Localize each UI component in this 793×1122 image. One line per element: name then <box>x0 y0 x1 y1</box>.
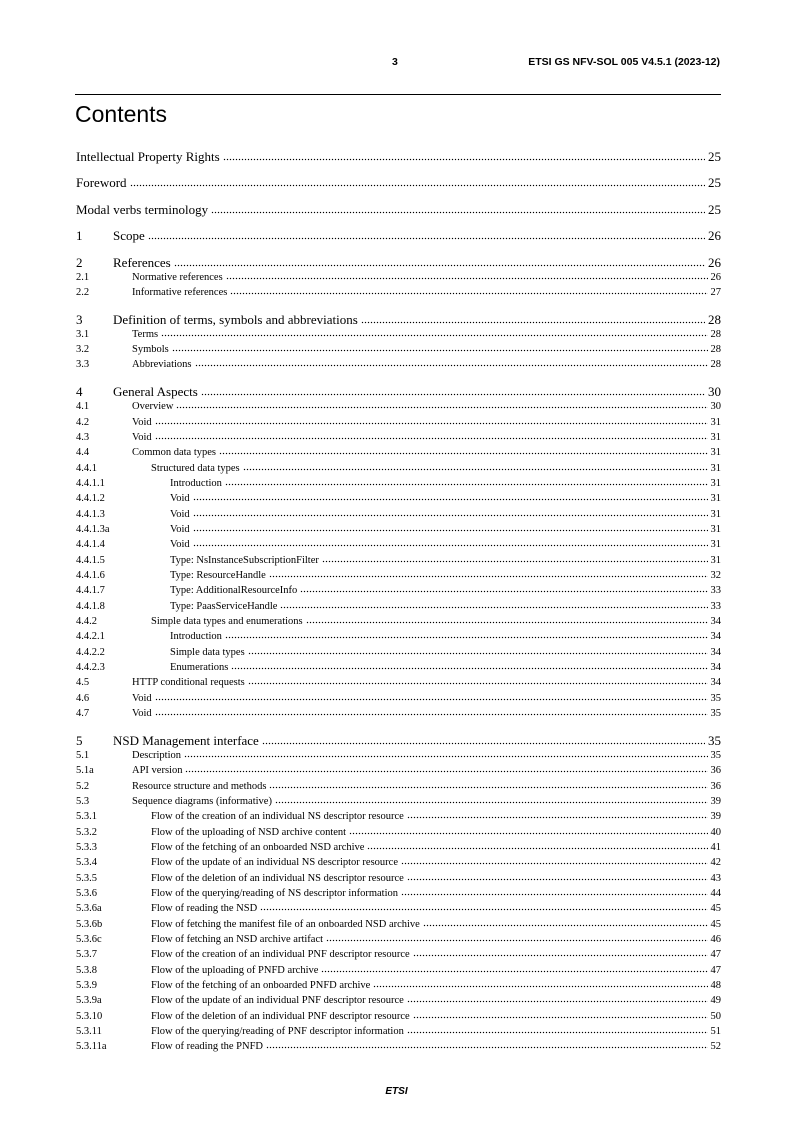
toc-entry-page: 27 <box>710 286 721 298</box>
document-id: ETSI GS NFV-SOL 005 V4.5.1 (2023-12) <box>528 56 720 68</box>
toc-entry-title: Sequence diagrams (informative) <box>132 795 272 807</box>
toc-entry-number: 5 <box>76 732 83 748</box>
dot-leader <box>401 862 708 865</box>
toc-entry-number: 4.4.1.3 <box>76 508 105 520</box>
toc-entry-number: 5.3.9a <box>76 995 102 1007</box>
toc-entry-page: 25 <box>708 148 721 164</box>
toc-entry-number: 2.1 <box>76 271 90 283</box>
dot-leader <box>413 954 708 957</box>
toc-entry-title: Abbreviations <box>132 359 192 371</box>
toc-entry[interactable] <box>76 202 721 217</box>
toc-entry[interactable] <box>76 415 721 430</box>
toc-entry-page: 45 <box>710 918 721 930</box>
toc-entry-title: Flow of reading the PNFD <box>151 1041 263 1053</box>
footer-etsi: ETSI <box>385 1086 408 1097</box>
toc-entry-page: 28 <box>710 344 721 356</box>
dot-leader <box>223 158 705 161</box>
dot-leader <box>373 985 707 988</box>
toc-entry-number: 4.7 <box>76 708 90 720</box>
toc-entry-page: 34 <box>710 662 721 674</box>
dot-leader <box>226 277 708 280</box>
toc-entry-title: Normative references <box>132 271 223 283</box>
toc-entry-title: Structured data types <box>151 462 240 474</box>
toc-entry[interactable] <box>76 568 721 583</box>
toc-entry-title: Description <box>132 749 181 761</box>
toc-entry[interactable] <box>76 794 721 809</box>
toc-entry-page: 42 <box>710 857 721 869</box>
toc-entry[interactable] <box>76 840 721 855</box>
toc-entry-title: Definition of terms, symbols and abbreviations <box>113 311 358 327</box>
toc-entry-number: 5.3.6 <box>76 888 97 900</box>
toc-entry-title: Flow of reading the NSD <box>151 903 258 915</box>
toc-entry[interactable] <box>76 327 721 342</box>
toc-entry-page: 35 <box>708 732 721 748</box>
toc-entry-page: 30 <box>708 384 721 400</box>
toc-entry-title: Void <box>170 493 190 505</box>
toc-entry-page: 28 <box>708 311 721 327</box>
toc-entry-page: 43 <box>710 872 721 884</box>
toc-entry-title: Introduction <box>170 477 222 489</box>
toc-entry-number: 5.3.7 <box>76 949 97 961</box>
toc-entry[interactable] <box>76 629 721 644</box>
toc-entry[interactable] <box>76 228 721 243</box>
toc-entry[interactable] <box>76 507 721 522</box>
toc-entry-number: 4.4.2.2 <box>76 646 105 658</box>
toc-entry-page: 35 <box>710 692 721 704</box>
toc-entry-number: 3.2 <box>76 344 90 356</box>
toc-entry-title: Terms <box>132 328 159 340</box>
toc-entry-number: 5.1 <box>76 749 90 761</box>
dot-leader <box>266 1046 708 1049</box>
toc-entry-title: Simple data types and enumerations <box>151 616 303 628</box>
toc-entry[interactable] <box>76 342 721 357</box>
toc-entry-number: 4.4 <box>76 447 90 459</box>
toc-entry-page: 26 <box>708 228 721 243</box>
toc-entry-title: References <box>113 254 171 270</box>
toc-entry-number: 4.4.2 <box>76 616 97 628</box>
toc-entry-title: Resource structure and methods <box>132 780 267 792</box>
toc-entry-number: 5.3.10 <box>76 1010 103 1022</box>
toc-entry[interactable] <box>76 175 721 190</box>
toc-entry[interactable] <box>76 645 721 660</box>
toc-entry-title: Flow of the update of an individual NS descriptor resource <box>151 857 398 869</box>
header-rule <box>75 94 721 95</box>
toc-entry[interactable] <box>76 748 721 763</box>
toc-entry[interactable] <box>76 855 721 870</box>
toc-entry-number: 4.4.1 <box>76 462 97 474</box>
toc-entry-title: Flow of the creation of an individual PNF descriptor resource <box>151 949 410 961</box>
toc-entry-title: Flow of the querying/reading of NS descriptor information <box>151 888 398 900</box>
toc-entry-page: 39 <box>710 795 721 807</box>
toc-entry-number: 1 <box>76 228 83 243</box>
toc-entry-title: Modal verbs terminology <box>76 201 209 217</box>
dot-leader <box>201 393 705 396</box>
toc-entry[interactable] <box>76 691 721 706</box>
toc-entry-title: Type: NsInstanceSubscriptionFilter <box>170 554 319 566</box>
toc-entry[interactable] <box>76 825 721 840</box>
dot-leader <box>300 590 707 593</box>
toc-entry[interactable] <box>76 978 721 993</box>
dot-leader <box>161 334 707 337</box>
toc-entry-page: 36 <box>710 765 721 777</box>
toc-entry-title: Foreword <box>76 175 127 190</box>
toc-entry-title: Type: AdditionalResourceInfo <box>170 585 298 597</box>
toc-entry[interactable] <box>76 553 721 568</box>
toc-entry[interactable] <box>76 660 721 675</box>
toc-entry[interactable] <box>76 733 721 748</box>
toc-entry-title: Scope <box>113 228 145 243</box>
toc-entry[interactable] <box>76 430 721 445</box>
toc-entry-title: Flow of the uploading of NSD archive content <box>151 826 347 838</box>
toc-entry-page: 30 <box>710 401 721 413</box>
dot-leader <box>260 908 707 911</box>
toc-entry-number: 4.4.2.1 <box>76 631 105 643</box>
toc-entry[interactable] <box>76 255 721 270</box>
dot-leader <box>367 847 707 850</box>
toc-entry-number: 2 <box>76 254 83 270</box>
dot-leader <box>248 652 708 655</box>
toc-entry-page: 49 <box>710 995 721 1007</box>
toc-entry[interactable] <box>76 149 721 164</box>
toc-entry-number: 4.6 <box>76 692 90 704</box>
toc-entry-page: 31 <box>710 477 721 489</box>
toc-entry-page: 26 <box>710 271 721 283</box>
toc-entry-title: Flow of fetching an NSD archive artifact <box>151 934 324 946</box>
toc-entry-title: Void <box>170 508 190 520</box>
toc-entry-page: 28 <box>710 359 721 371</box>
dot-leader <box>155 437 708 440</box>
toc-entry-title: HTTP conditional requests <box>132 677 245 689</box>
toc-entry-page: 34 <box>710 631 721 643</box>
toc-entry-page: 32 <box>710 570 721 581</box>
toc-entry-page: 50 <box>710 1010 721 1022</box>
dot-leader <box>176 406 707 409</box>
toc-entry-page: 47 <box>710 949 721 961</box>
toc-entry-page: 48 <box>710 980 721 992</box>
dot-leader <box>193 529 708 532</box>
toc-entry[interactable] <box>76 779 721 794</box>
toc-entry-page: 45 <box>710 903 721 915</box>
dot-leader <box>275 801 708 804</box>
toc-entry-number: 4.4.2.3 <box>76 662 105 674</box>
toc-entry-title: Flow of the deletion of an individual NS descriptor resource <box>151 872 404 884</box>
toc-entry[interactable] <box>76 583 721 598</box>
dot-leader <box>306 621 708 624</box>
toc-entry-title: Symbols <box>132 344 169 356</box>
toc-entry-page: 39 <box>710 811 721 823</box>
dot-leader <box>155 713 708 716</box>
toc-entry-title: Void <box>170 523 190 535</box>
dot-leader <box>231 667 707 670</box>
dot-leader <box>321 970 707 973</box>
toc-entry-number: 4.4.1.7 <box>76 585 105 597</box>
dot-leader <box>407 816 708 819</box>
toc-entry-page: 44 <box>710 888 721 900</box>
toc-entry-number: 4 <box>76 384 83 400</box>
toc-entry-page: 26 <box>708 254 721 270</box>
toc-entry-page: 41 <box>710 842 721 853</box>
toc-entry-number: 4.4.1.4 <box>76 539 105 551</box>
contents-heading: Contents <box>75 101 168 127</box>
toc-entry-number: 4.4.1.2 <box>76 493 105 505</box>
dot-leader <box>361 321 705 324</box>
toc-entry-page: 31 <box>710 493 721 505</box>
dot-leader <box>211 211 705 214</box>
toc-entry-page: 35 <box>710 708 721 720</box>
toc-entry-page: 31 <box>710 416 721 428</box>
toc-entry-number: 4.3 <box>76 431 90 443</box>
toc-entry-title: Flow of the deletion of an individual PNF descriptor resource <box>151 1010 410 1022</box>
toc-entry[interactable] <box>76 706 721 721</box>
dot-leader <box>269 786 707 789</box>
table-of-contents <box>76 137 721 1055</box>
dot-leader <box>155 422 708 425</box>
toc-entry-page: 34 <box>710 646 721 658</box>
toc-entry-number: 5.3 <box>76 795 90 807</box>
toc-entry[interactable] <box>76 384 721 399</box>
toc-entry[interactable] <box>76 614 721 629</box>
toc-entry-page: 46 <box>710 934 721 946</box>
toc-entry-number: 5.3.3 <box>76 842 97 853</box>
dot-leader <box>248 682 708 685</box>
toc-entry-number: 5.3.9 <box>76 980 97 992</box>
toc-entry-number: 5.3.11a <box>76 1041 107 1053</box>
toc-entry-title: Flow of the uploading of PNFD archive <box>151 964 319 976</box>
toc-entry[interactable] <box>76 476 721 491</box>
toc-entry-title: Overview <box>132 401 174 413</box>
toc-entry-page: 28 <box>710 328 721 340</box>
toc-entry-page: 34 <box>710 677 721 689</box>
toc-entry[interactable] <box>76 809 721 824</box>
toc-entry-number: 5.3.1 <box>76 811 97 823</box>
dot-leader <box>349 832 707 835</box>
toc-entry-title: Void <box>132 431 152 443</box>
toc-entry-page: 31 <box>710 431 721 443</box>
toc-entry-title: General Aspects <box>113 384 198 400</box>
toc-entry-page: 31 <box>710 447 721 459</box>
dot-leader <box>195 364 708 367</box>
toc-entry-number: 4.4.1.5 <box>76 554 105 566</box>
dot-leader <box>193 498 708 501</box>
toc-entry-number: 5.2 <box>76 780 90 792</box>
dot-leader <box>219 452 708 455</box>
dot-leader <box>185 770 707 773</box>
toc-entry[interactable] <box>76 357 721 372</box>
dot-leader <box>413 1016 708 1019</box>
toc-entry-page: 31 <box>710 554 721 566</box>
toc-entry-number: 4.5 <box>76 677 90 689</box>
toc-entry-number: 5.3.8 <box>76 964 97 976</box>
toc-entry-number: 3.1 <box>76 328 90 340</box>
toc-entry-page: 47 <box>710 964 721 976</box>
toc-entry-number: 4.4.1.8 <box>76 600 105 612</box>
toc-entry-page: 25 <box>708 175 721 190</box>
toc-entry[interactable] <box>76 491 721 506</box>
toc-entry[interactable] <box>76 522 721 537</box>
toc-entry-number: 3.3 <box>76 359 90 371</box>
toc-entry-title: Informative references <box>132 286 228 298</box>
toc-entry[interactable] <box>76 399 721 414</box>
toc-entry-page: 36 <box>710 780 721 792</box>
toc-entry-title: Introduction <box>170 631 222 643</box>
toc-entry-title: Flow of the fetching of an onboarded PNFD archive <box>151 980 371 992</box>
toc-entry-page: 33 <box>710 600 721 612</box>
toc-entry-number: 4.1 <box>76 401 90 413</box>
dot-leader <box>407 1031 708 1034</box>
dot-leader <box>269 575 708 578</box>
dot-leader <box>423 924 708 927</box>
toc-entry[interactable] <box>76 886 721 901</box>
toc-entry[interactable] <box>76 871 721 886</box>
toc-entry-title: Void <box>132 692 152 704</box>
toc-entry-title: Flow of the querying/reading of PNF descriptor information <box>151 1026 404 1038</box>
dot-leader <box>243 468 708 471</box>
toc-entry[interactable] <box>76 1039 721 1054</box>
toc-entry[interactable] <box>76 932 721 947</box>
toc-entry-page: 35 <box>710 749 721 761</box>
toc-entry[interactable] <box>76 599 721 614</box>
dot-leader <box>262 742 705 745</box>
toc-entry-number: 4.4.1.6 <box>76 570 105 581</box>
toc-entry-title: Flow of the creation of an individual NS descriptor resource <box>151 811 404 823</box>
toc-entry-number: 5.1a <box>76 765 94 777</box>
toc-entry[interactable] <box>76 947 721 962</box>
toc-entry-title: API version <box>132 765 183 777</box>
toc-entry[interactable] <box>76 901 721 916</box>
toc-entry-title: NSD Management interface <box>113 732 259 748</box>
toc-entry[interactable] <box>76 270 721 285</box>
toc-entry-page: 51 <box>710 1026 721 1038</box>
toc-entry[interactable] <box>76 312 721 327</box>
toc-entry-title: Simple data types <box>170 646 245 658</box>
toc-entry-number: 5.3.6c <box>76 934 102 946</box>
toc-entry-number: 5.3.6b <box>76 918 103 930</box>
toc-entry-title: Type: PaasServiceHandle <box>170 600 278 612</box>
toc-entry[interactable] <box>76 675 721 690</box>
dot-leader <box>322 560 708 563</box>
toc-entry-number: 5.3.2 <box>76 826 97 838</box>
toc-entry[interactable] <box>76 993 721 1008</box>
dot-leader <box>407 1000 708 1003</box>
toc-entry-number: 5.3.11 <box>76 1026 102 1038</box>
toc-entry[interactable] <box>76 1009 721 1024</box>
page-header <box>0 56 793 72</box>
dot-leader <box>174 264 705 267</box>
toc-entry[interactable] <box>76 537 721 552</box>
toc-entry-page: 52 <box>710 1041 721 1053</box>
toc-entry-number: 5.3.5 <box>76 872 97 884</box>
dot-leader <box>326 939 707 942</box>
toc-entry-title: Flow of the fetching of an onboarded NSD archive <box>151 842 365 853</box>
toc-entry[interactable] <box>76 461 721 476</box>
toc-entry-title: Void <box>132 708 152 720</box>
toc-entry-page: 33 <box>710 585 721 597</box>
toc-entry-page: 31 <box>710 462 721 474</box>
toc-entry-title: Flow of the update of an individual PNF descriptor resource <box>151 995 404 1007</box>
toc-entry-title: Type: ResourceHandle <box>170 570 266 581</box>
dot-leader <box>155 698 708 701</box>
toc-entry[interactable] <box>76 445 721 460</box>
dot-leader <box>230 292 707 295</box>
toc-entry-title: Void <box>170 539 190 551</box>
dot-leader <box>225 636 708 639</box>
toc-entry-page: 25 <box>708 201 721 217</box>
toc-entry-number: 5.3.6a <box>76 903 102 915</box>
toc-entry-page: 34 <box>710 616 721 628</box>
dot-leader <box>280 606 707 609</box>
dot-leader <box>401 893 708 896</box>
toc-entry-page: 31 <box>710 523 721 535</box>
toc-entry[interactable] <box>76 1024 721 1039</box>
toc-entry-page: 31 <box>710 508 721 520</box>
page-number: 3 <box>392 56 398 68</box>
toc-entry-number: 4.2 <box>76 416 90 428</box>
toc-entry-number: 5.3.4 <box>76 857 97 869</box>
toc-entry-number: 4.4.1.1 <box>76 477 105 489</box>
toc-entry-title: Enumerations <box>170 662 229 674</box>
toc-entry[interactable] <box>76 917 721 932</box>
toc-entry-title: Flow of fetching the manifest file of an onboarded NSD archive <box>151 918 420 930</box>
dot-leader <box>172 349 708 352</box>
toc-entry[interactable] <box>76 963 721 978</box>
toc-entry-number: 4.4.1.3a <box>76 523 110 535</box>
dot-leader <box>130 184 705 187</box>
toc-entry-number: 3 <box>76 311 83 327</box>
toc-entry-title: Void <box>132 416 152 428</box>
dot-leader <box>184 755 708 758</box>
dot-leader <box>148 237 705 240</box>
dot-leader <box>193 544 708 547</box>
toc-entry-title: Intellectual Property Rights <box>76 148 220 164</box>
toc-entry[interactable] <box>76 763 721 778</box>
dot-leader <box>193 514 708 517</box>
toc-entry[interactable] <box>76 285 721 300</box>
toc-entry-page: 31 <box>710 539 721 551</box>
toc-entry-title: Common data types <box>132 447 216 459</box>
dot-leader <box>407 878 708 881</box>
dot-leader <box>225 483 708 486</box>
toc-entry-page: 40 <box>710 826 721 838</box>
toc-entry-number: 2.2 <box>76 286 90 298</box>
